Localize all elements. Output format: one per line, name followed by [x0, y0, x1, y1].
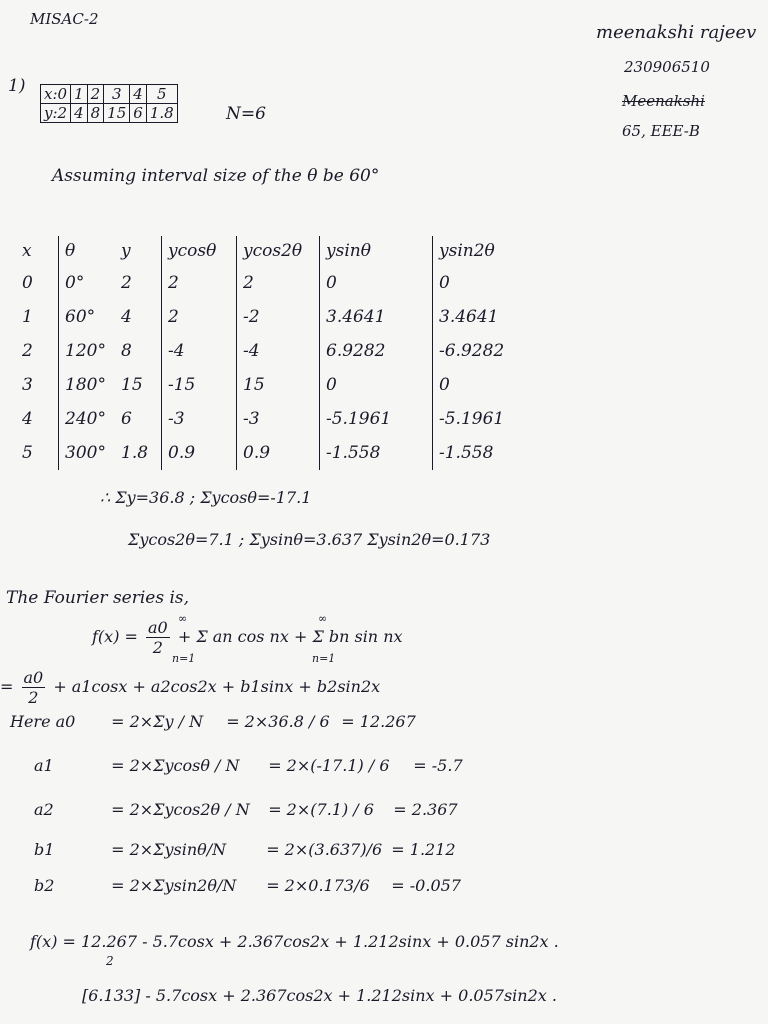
- cell: 0: [433, 266, 556, 300]
- final-line-1-denominator: 2: [106, 954, 114, 968]
- cell: 6: [121, 409, 132, 429]
- cell: -1.558: [320, 436, 433, 470]
- fraction-numerator: a0: [148, 618, 168, 637]
- y-row: [41, 104, 178, 123]
- coef-result: = -0.057: [391, 876, 461, 895]
- coef-formula: = 2×Σysin2θ/N: [111, 876, 237, 895]
- header-theta: θ: [59, 236, 116, 266]
- cell: -1.558: [433, 436, 556, 470]
- coef-formula: = 2×Σysinθ/N: [111, 840, 227, 859]
- coefficient-b2: [34, 876, 461, 895]
- cell: 240°: [59, 402, 116, 436]
- cell: 8: [87, 104, 104, 123]
- header-ycos2: ycos2θ: [237, 236, 320, 266]
- header-y: y: [121, 241, 131, 261]
- coef-formula: = 2×Σycos2θ / N: [111, 800, 250, 819]
- cell: 1: [22, 307, 33, 327]
- a0-half-fraction: [146, 618, 170, 657]
- header-ycos: ycosθ: [162, 236, 237, 266]
- series-terms: + Σ an cos nx + Σ bn sin nx: [177, 627, 403, 646]
- sum-lower-limit-1: n=1: [172, 652, 196, 665]
- coefficient-a1: [34, 756, 463, 775]
- coef-label: a1: [34, 756, 54, 775]
- cell: -15: [162, 368, 237, 402]
- cell: -5.1961: [433, 402, 556, 436]
- table-row: [16, 402, 555, 436]
- table-row: [16, 266, 555, 300]
- cell: 1.8: [146, 104, 177, 123]
- cell: 6.9282: [320, 334, 433, 368]
- cell: 60°: [59, 300, 116, 334]
- coef-label: a2: [34, 800, 54, 819]
- cell: 2: [121, 273, 132, 293]
- fx-label: f(x) =: [92, 627, 138, 646]
- student-name: meenakshi rajeev: [596, 22, 757, 43]
- table-row: [16, 334, 555, 368]
- sum-lower-limit-2: n=1: [312, 652, 336, 665]
- coef-result: = -5.7: [413, 756, 463, 775]
- table-row: [16, 436, 555, 470]
- cell: 4: [130, 85, 147, 104]
- header-ysin: ysinθ: [320, 236, 433, 266]
- coef-result: = 1.212: [391, 840, 456, 859]
- fraction-denominator: 2: [28, 688, 39, 707]
- table-row: [16, 368, 555, 402]
- coef-formula: = 2×Σycosθ / N: [111, 756, 240, 775]
- cell: 1.8: [121, 443, 149, 463]
- a0-half-fraction: [22, 668, 46, 707]
- cell: y:2: [41, 104, 71, 123]
- coef-label: b2: [34, 876, 55, 895]
- cell: 15: [237, 368, 320, 402]
- sum-upper-limit-1: ∞: [178, 612, 188, 625]
- cell: 2: [237, 266, 320, 300]
- coefficient-b1: [34, 840, 456, 859]
- student-roll: 230906510: [624, 58, 710, 76]
- x-row: [41, 85, 178, 104]
- cell: 4: [121, 307, 132, 327]
- cell: -3: [162, 402, 237, 436]
- sum-upper-limit-2: ∞: [318, 612, 328, 625]
- cell: 0.9: [237, 436, 320, 470]
- cell: 2: [87, 85, 104, 104]
- sheet-code: MISAC-2: [30, 10, 99, 28]
- cell: 0: [320, 266, 433, 300]
- fraction-numerator: a0: [23, 668, 44, 687]
- coef-calc: = 2×36.8 / 6: [226, 712, 330, 731]
- cell: 6: [130, 104, 147, 123]
- cell: -3: [237, 402, 320, 436]
- header-ysin2: ysin2θ: [433, 236, 556, 266]
- cell: 0: [433, 368, 556, 402]
- coef-calc: = 2×(3.637)/6: [266, 840, 383, 859]
- cell: 3: [22, 375, 33, 395]
- cell: -6.9282: [433, 334, 556, 368]
- cell: 120°: [59, 334, 116, 368]
- cell: 180°: [59, 368, 116, 402]
- coef-result: = 12.267: [341, 712, 416, 731]
- coef-formula: = 2×Σy / N: [111, 712, 204, 731]
- computation-table: [16, 236, 555, 470]
- coefficient-a0: [10, 712, 416, 731]
- final-line-1: f(x) = 12.267 - 5.7cosx + 2.367cos2x + 1.212sinx + 0.057 sin2x .: [30, 932, 559, 951]
- cell: 0.9: [162, 436, 237, 470]
- sums-line-1: ∴ Σy=36.8 ; Σycosθ=-17.1: [100, 488, 312, 507]
- cell: 3: [104, 85, 130, 104]
- cell: 0: [320, 368, 433, 402]
- equals-sign: =: [0, 677, 14, 696]
- cell: 2: [162, 300, 237, 334]
- cell: 3.4641: [433, 300, 556, 334]
- n-value: N=6: [226, 104, 266, 124]
- coef-calc: = 2×(-17.1) / 6: [268, 756, 390, 775]
- cell: -5.1961: [320, 402, 433, 436]
- fraction-denominator: 2: [152, 638, 163, 657]
- fourier-intro: The Fourier series is,: [6, 588, 190, 608]
- cell: 15: [121, 375, 143, 395]
- table-row: [16, 300, 555, 334]
- cell: 15: [104, 104, 130, 123]
- cell: 8: [121, 341, 132, 361]
- cell: 5: [22, 443, 33, 463]
- cell: 4: [22, 409, 33, 429]
- student-signature: Meenakshi: [622, 92, 705, 110]
- cell: 4: [71, 104, 88, 123]
- cell: 300°: [59, 436, 116, 470]
- final-line-2: [6.133] - 5.7cosx + 2.367cos2x + 1.212sinx + 0.057sin2x .: [82, 986, 557, 1005]
- cell: 1: [71, 85, 88, 104]
- question-number: 1): [8, 76, 26, 96]
- assumption-text: Assuming interval size of the θ be 60°: [52, 166, 380, 186]
- coef-label: b1: [34, 840, 55, 859]
- table-header: [16, 236, 555, 266]
- cell: x:0: [41, 85, 71, 104]
- sums-line-2: Σycos2θ=7.1 ; Σysinθ=3.637 Σysin2θ=0.173: [128, 530, 491, 549]
- cell: 2: [162, 266, 237, 300]
- cell: 2: [22, 341, 33, 361]
- cell: 5: [146, 85, 177, 104]
- student-section: 65, EEE-B: [622, 122, 700, 140]
- given-data-table: [40, 84, 178, 123]
- cell: 0: [22, 273, 33, 293]
- coef-result: = 2.367: [393, 800, 458, 819]
- coef-label: Here a0: [10, 712, 76, 731]
- fourier-expanded-formula: [0, 668, 380, 707]
- cell: 3.4641: [320, 300, 433, 334]
- coef-calc: = 2×(7.1) / 6: [268, 800, 374, 819]
- expanded-terms: + a1cosx + a2cos2x + b1sinx + b2sin2x: [53, 677, 381, 696]
- cell: 0°: [59, 266, 116, 300]
- fourier-general-formula: [92, 618, 403, 657]
- cell: -2: [237, 300, 320, 334]
- coefficient-a2: [34, 800, 458, 819]
- coef-calc: = 2×0.173/6: [266, 876, 370, 895]
- cell: -4: [162, 334, 237, 368]
- header-x: x: [22, 241, 32, 261]
- cell: -4: [237, 334, 320, 368]
